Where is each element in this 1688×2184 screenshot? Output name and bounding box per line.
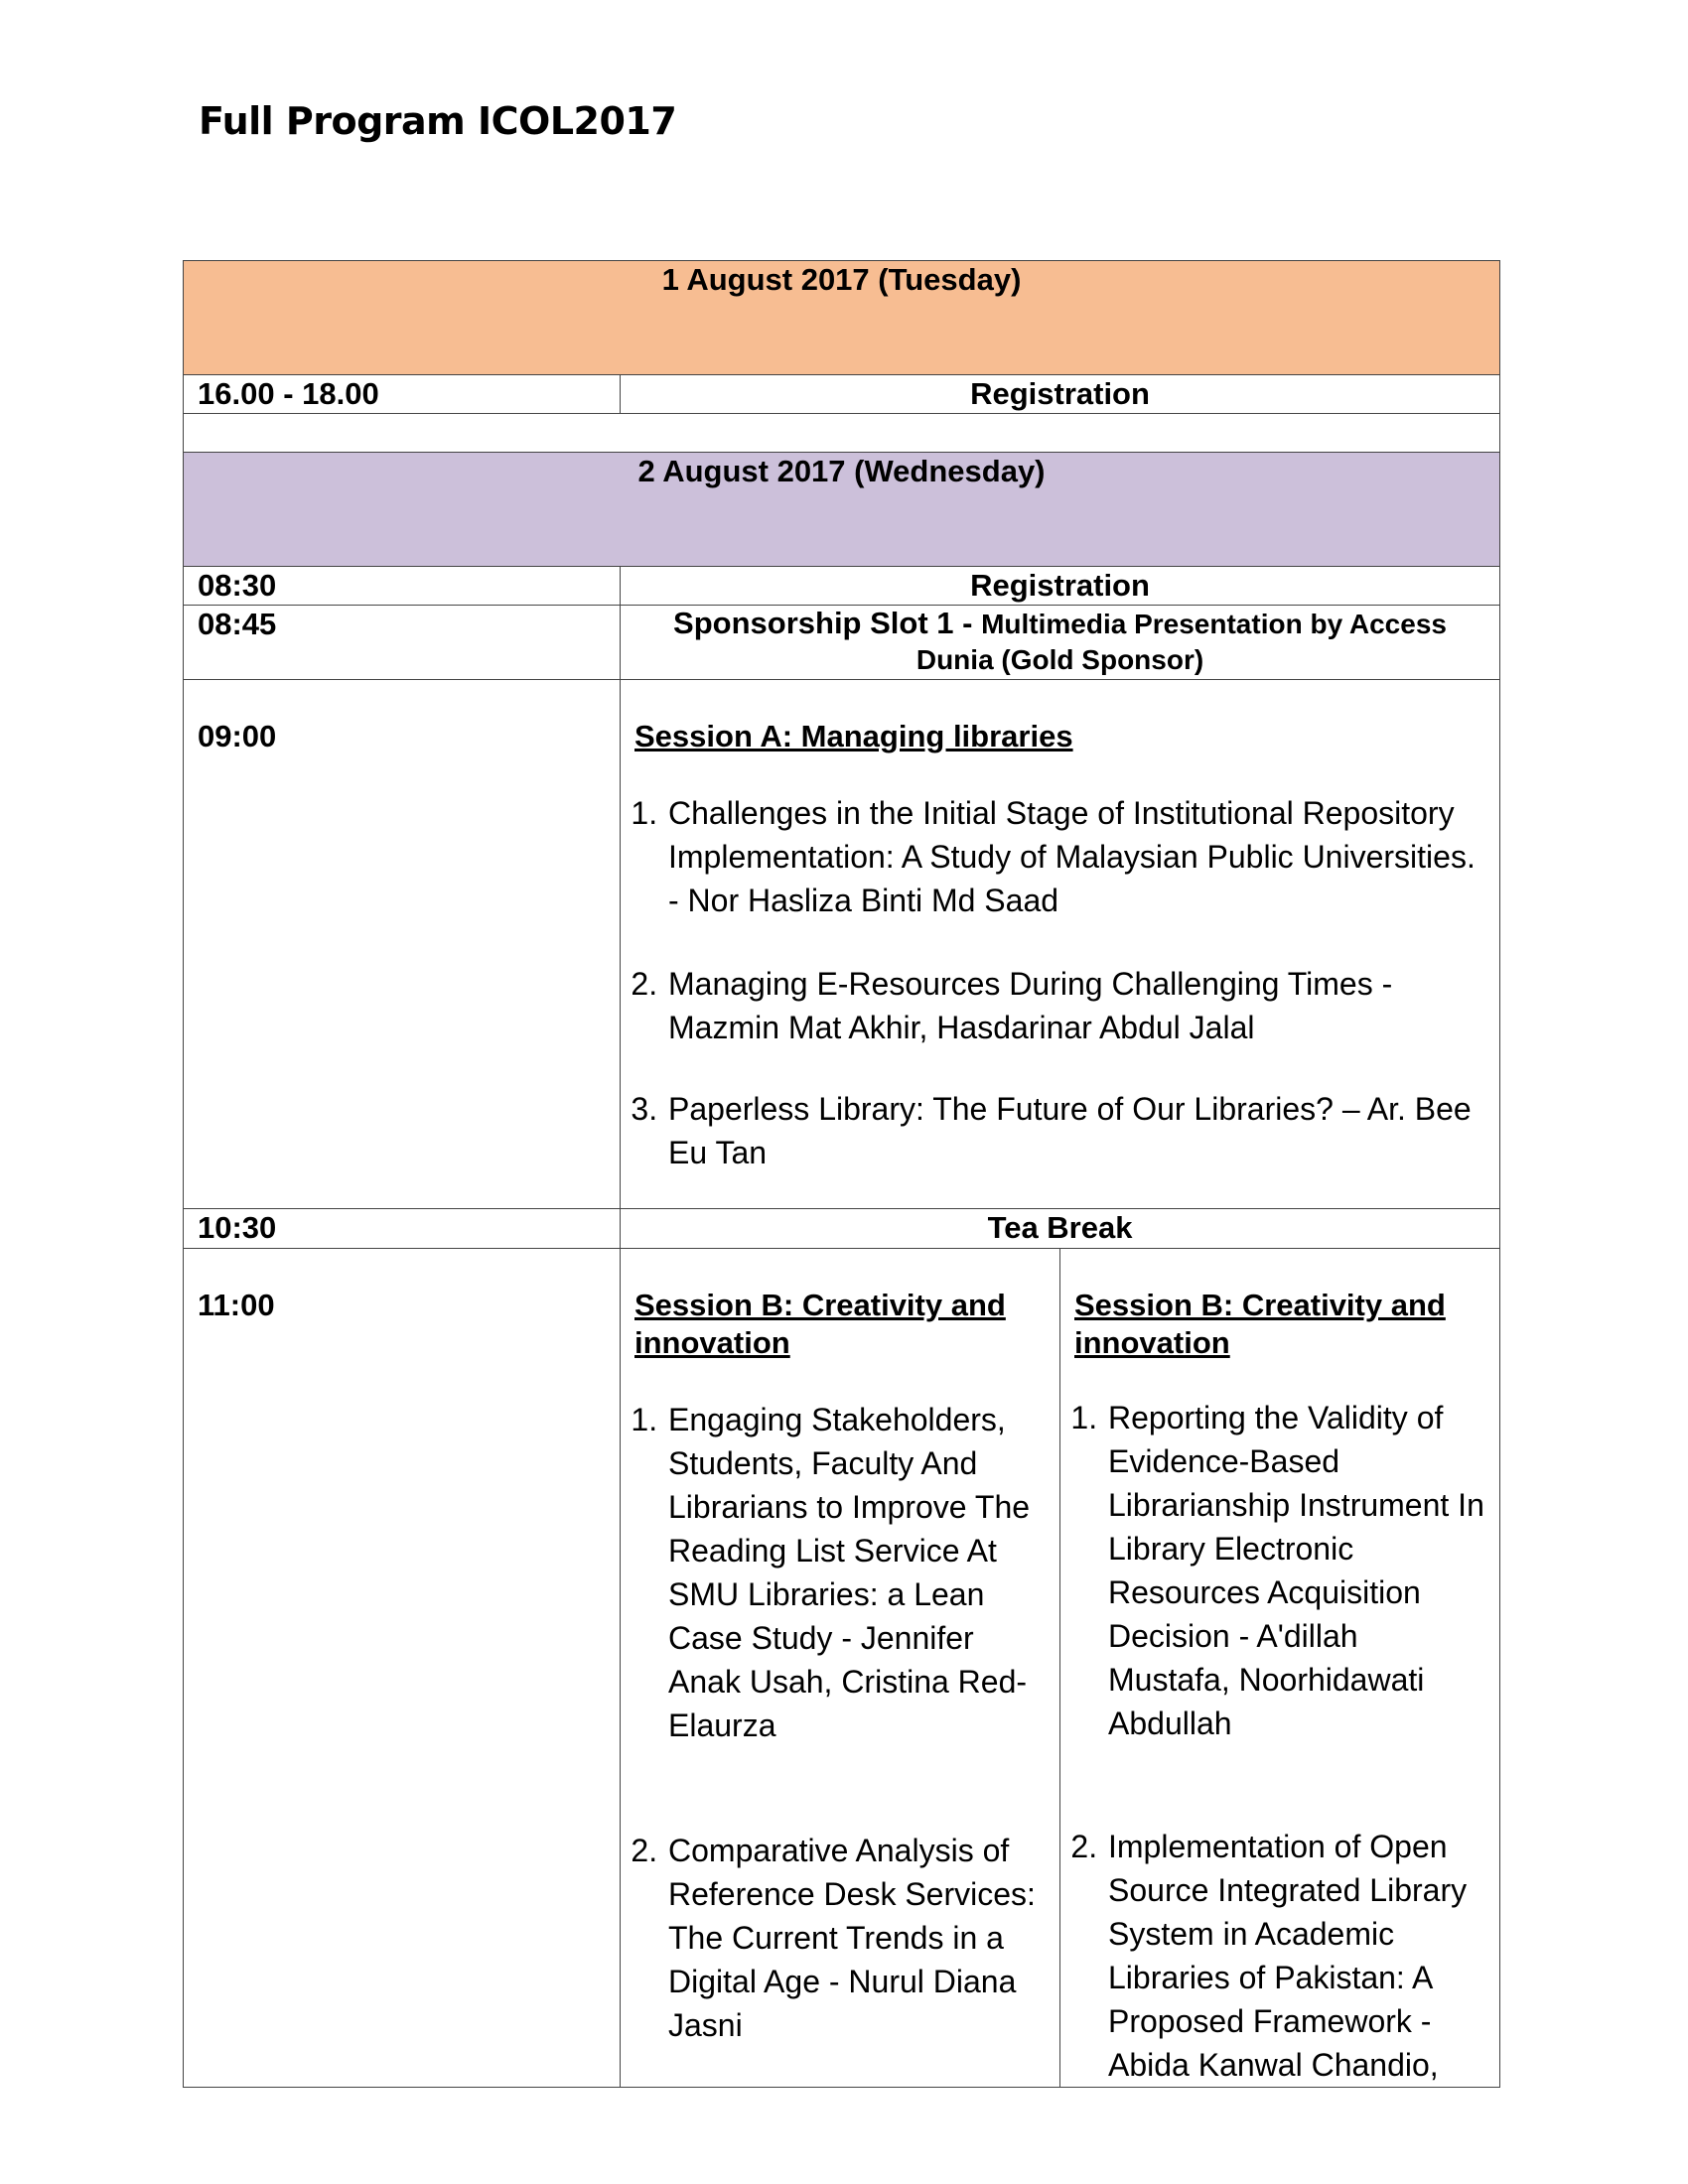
page-title: Full Program ICOL2017 xyxy=(199,99,677,143)
day2-header-row xyxy=(184,453,1500,567)
sponsorship-cell xyxy=(621,606,1500,680)
day2-header: 2 August 2017 (Wednesday) xyxy=(184,453,1500,567)
list-item: 2. Implementation of Open Source Integrated Library System in Academic Libraries of Pakistan: A Proposed Framework - Abida Kanwal Chandio, xyxy=(1106,1825,1485,2087)
tea-break-time: 10:30 xyxy=(184,1209,621,1249)
session-a-time-label: 09:00 xyxy=(198,719,277,753)
session-a-cell xyxy=(621,680,1500,1209)
list-item: 3. Paperless Library: The Future of Our Libraries? – Ar. Bee Eu Tan xyxy=(666,1087,1485,1174)
session-b-row xyxy=(184,1249,1500,2088)
list-item: 1. Challenges in the Initial Stage of Institutional Repository Implementation: A Study of Malaysian Public Universities. - Nor Hasliza Binti Md Saad xyxy=(666,791,1485,922)
program-table xyxy=(183,260,1500,2088)
session-a-papers xyxy=(634,791,1485,1174)
tea-break-row xyxy=(184,1209,1500,1249)
day1-header: 1 August 2017 (Tuesday) xyxy=(184,261,1500,375)
day1-registration-time: 16.00 - 18.00 xyxy=(184,375,621,414)
sponsorship-time: 08:45 xyxy=(184,606,621,680)
session-b-left-title: Session B: Creativity and innovation xyxy=(634,1288,1006,1360)
list-item: 2. Comparative Analysis of Reference Desk Services: The Current Trends in a Digital Age - Nurul Diana Jasni xyxy=(666,1829,1046,2047)
day2-registration-row xyxy=(184,567,1500,606)
sponsorship-label: Sponsorship Slot 1 - xyxy=(673,606,973,640)
session-b-left-cell xyxy=(621,1249,1060,2088)
sponsorship-row xyxy=(184,606,1500,680)
session-a-time xyxy=(184,680,621,1209)
day1-header-row xyxy=(184,261,1500,375)
list-item: 1. Engaging Stakeholders, Students, Faculty And Librarians to Improve The Reading List Service At SMU Libraries: a Lean Case Study - Jennifer Anak Usah, Cristina Red-Elaurza xyxy=(666,1398,1046,1747)
session-b-right-papers xyxy=(1074,1396,1485,2087)
list-item: 1. Reporting the Validity of Evidence-Based Librarianship Instrument In Library Electronic Resources Acquisition Decision - A'dillah Mustafa, Noorhidawati Abdullah xyxy=(1106,1396,1485,1745)
session-b-right-title: Session B: Creativity and innovation xyxy=(1074,1288,1446,1360)
tea-break-event: Tea Break xyxy=(621,1209,1500,1249)
session-b-left-papers xyxy=(634,1398,1046,2047)
sponsorship-detail: Multimedia Presentation by Access Dunia (Gold Sponsor) xyxy=(915,609,1447,675)
session-a-row xyxy=(184,680,1500,1209)
day1-registration-event: Registration xyxy=(621,375,1500,414)
session-b-right-cell xyxy=(1060,1249,1500,2088)
session-b-time xyxy=(184,1249,621,2088)
session-b-time-label: 11:00 xyxy=(198,1288,275,1322)
day1-registration-row xyxy=(184,375,1500,414)
session-a-title: Session A: Managing libraries xyxy=(634,719,1073,753)
spacer-row xyxy=(184,414,1500,453)
day2-registration-event: Registration xyxy=(621,567,1500,606)
list-item: 2. Managing E-Resources During Challenging Times - Mazmin Mat Akhir, Hasdarinar Abdul Jalal xyxy=(666,962,1485,1049)
day2-registration-time: 08:30 xyxy=(184,567,621,606)
